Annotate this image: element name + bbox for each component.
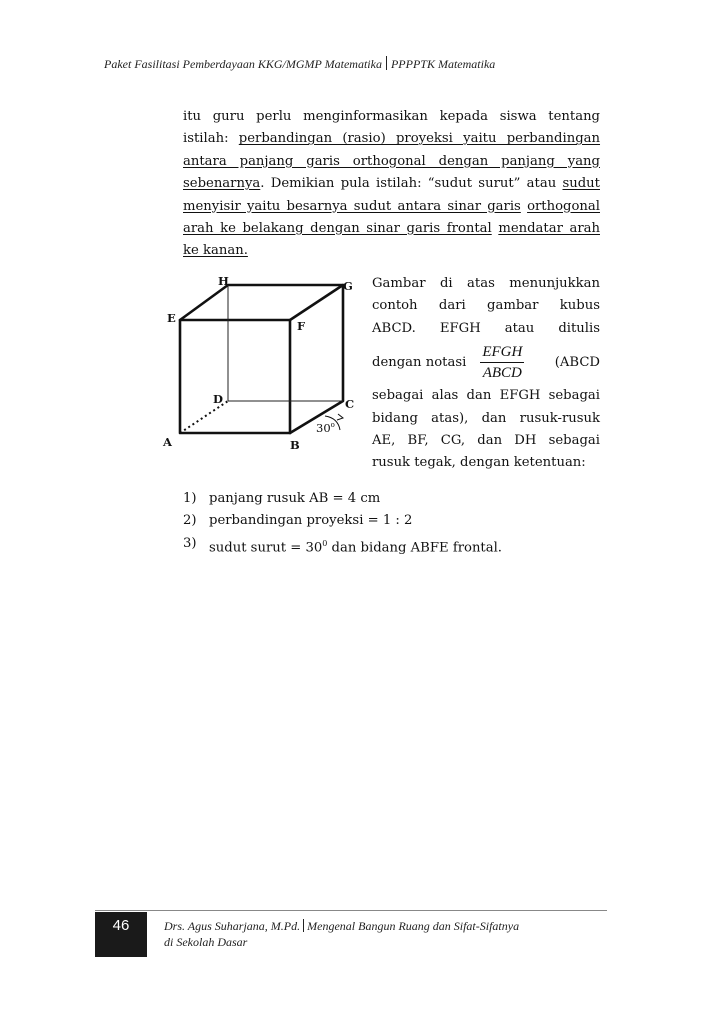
desc-line: ABCD. EFGH atau ditulis <box>372 320 600 336</box>
angle-unit: o <box>330 421 335 430</box>
desc-line: contoh dari gambar kubus <box>372 298 600 314</box>
list-number: 3) <box>183 535 197 551</box>
degree-superscript: 0 <box>322 538 328 548</box>
page-header <box>104 56 495 72</box>
front-face-abfe <box>180 320 290 433</box>
vertex-label-h: H <box>218 274 229 288</box>
para-line: . Demikian pula istilah: “sudut surut” atau <box>260 176 557 192</box>
footer-title-cont: di Sekolah Dasar <box>164 935 248 949</box>
vertex-label-a: A <box>163 435 172 449</box>
desc-line: Gambar di atas menunjukkan <box>372 276 600 291</box>
list-text <box>209 533 502 560</box>
cube-drawing <box>150 270 370 470</box>
angle-arrowhead <box>337 414 343 420</box>
para-line: istilah: <box>183 131 239 147</box>
header-left: Paket Fasilitasi Pemberdayaan KKG/MGMP Matematika <box>104 57 382 71</box>
para-line: itu guru perlu menginformasikan kepada siswa tentang <box>183 109 600 124</box>
notation-line <box>372 340 600 385</box>
list-text: panjang rusuk AB = 4 cm <box>209 491 381 506</box>
para-term-orthogonal: orthogonal arah ke belakang dengan sinar garis frontal <box>183 198 600 237</box>
desc-line: bidang atas), dan rusuk-rusuk <box>372 410 600 426</box>
list-text-part: dan bidang ABFE frontal. <box>327 540 503 556</box>
notation-fraction <box>480 343 524 382</box>
footer-rule <box>95 910 607 911</box>
list-number: 2) <box>183 513 197 529</box>
desc-line: sebagai alas dan EFGH sebagai <box>372 388 600 404</box>
cube-figure <box>150 270 370 470</box>
footer-title: Mengenal Bangun Ruang dan Sifat-Sifatnya <box>307 919 520 933</box>
vertex-label-c: C <box>345 397 355 411</box>
para-term-sebenarnya: sebenarnya <box>183 176 261 192</box>
fraction-bar <box>480 362 524 363</box>
list-number: 1) <box>183 491 197 506</box>
header-right: PPPPTK Matematika <box>390 57 496 71</box>
intro-paragraph <box>183 106 600 263</box>
list-item <box>183 533 603 560</box>
desc-line: rusuk tegak, dengan ketentuan: <box>372 455 586 471</box>
angle-value: 30 <box>316 421 331 435</box>
footer-separator <box>303 919 304 932</box>
para-term-rasio-cont: antara panjang garis orthogonal dengan panjang yang <box>183 153 600 169</box>
top-right-edges <box>180 285 343 433</box>
para-term-mendatar: mendatar arah ke kanan. <box>183 221 600 259</box>
edge-fg <box>290 285 343 320</box>
vertex-label-d: D <box>213 392 223 406</box>
list-text-part: sudut surut = 30 <box>209 540 323 556</box>
vertex-label-f: F <box>297 319 306 333</box>
conditions-list <box>183 488 603 560</box>
header-separator <box>386 56 387 70</box>
notation-suffix: (ABCD <box>554 354 600 370</box>
para-term-sudut-menyisir: sudut menyisir yaitu besarnya sudut antara sinar garis <box>183 176 600 214</box>
angle-label <box>316 421 335 435</box>
vertex-label-g: G <box>343 279 353 293</box>
vertex-label-e: E <box>167 311 176 325</box>
page-number: 46 <box>95 912 147 957</box>
page-footer <box>164 918 584 950</box>
list-text: perbandingan proyeksi = 1 : 2 <box>209 513 413 529</box>
fraction-numerator: EFGH <box>482 344 523 361</box>
footer-author: Drs. Agus Suharjana, M.Pd. <box>164 919 301 933</box>
hidden-edges <box>228 285 343 401</box>
list-item <box>183 488 603 510</box>
notation-prefix: dengan notasi <box>372 354 467 370</box>
list-item <box>183 510 603 532</box>
para-term-rasio: perbandingan (rasio) proyeksi yaitu perbandingan <box>238 131 601 147</box>
fraction-denominator: ABCD <box>482 365 522 382</box>
desc-line: AE, BF, CG, dan DH sebagai <box>372 433 600 449</box>
vertex-label-b: B <box>290 438 300 452</box>
figure-description <box>372 273 600 475</box>
